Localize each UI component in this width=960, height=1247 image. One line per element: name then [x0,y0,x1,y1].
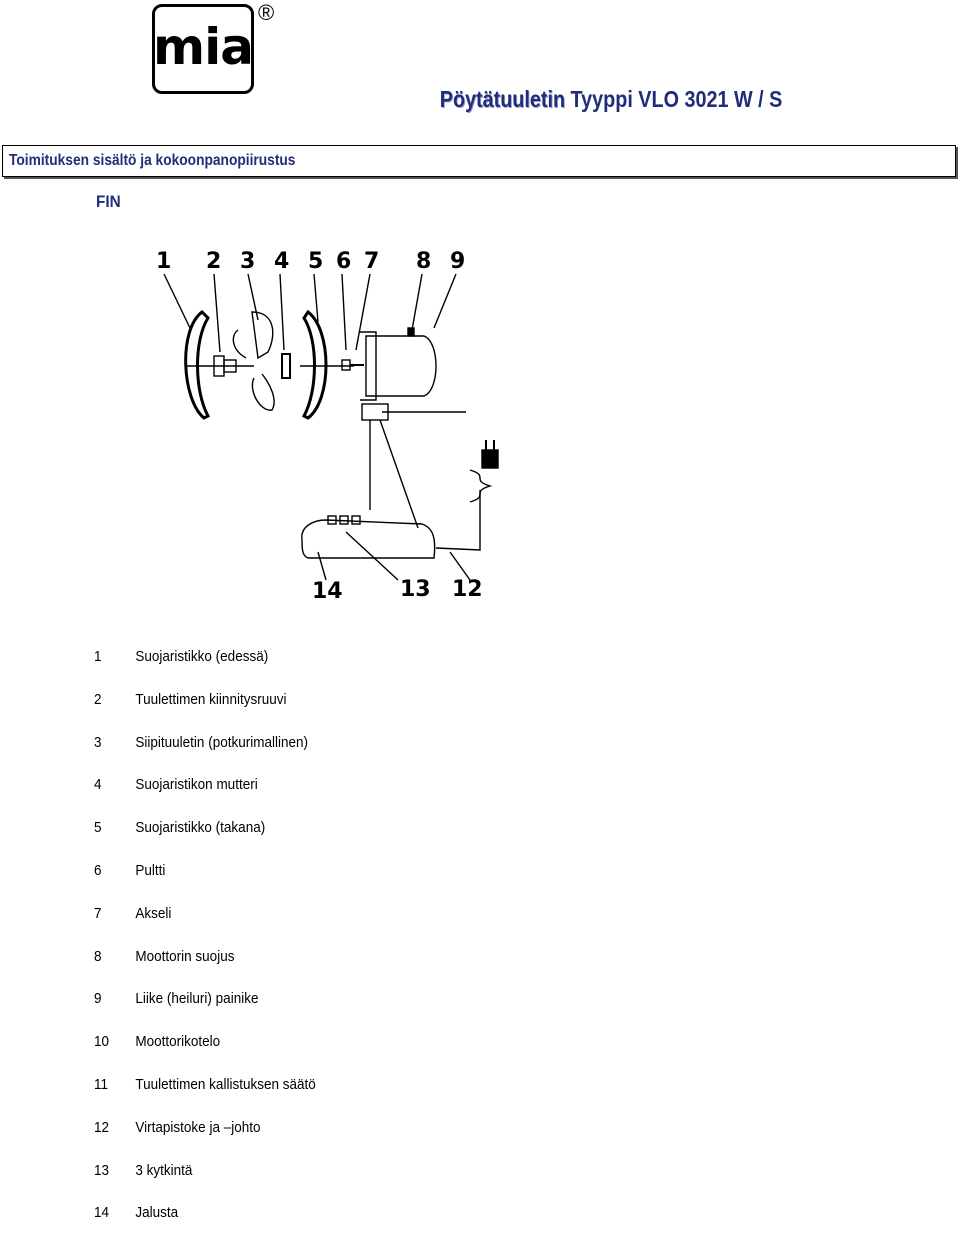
list-item [94,776,316,819]
list-item [94,1162,316,1205]
part-number: 8 [94,947,102,965]
callout-1: 1 [156,249,172,274]
part-label: Tuulettimen kiinnitysruuvi [135,690,287,708]
callout-8: 8 [416,249,432,274]
callout-14: 14 [312,579,343,604]
part-number: 2 [94,690,102,708]
part-number: 11 [94,1075,109,1093]
section-header [2,145,956,177]
part-label: Suojaristikon mutteri [135,776,258,794]
fan-exploded-parts [164,274,498,580]
part-number: 10 [94,1033,110,1051]
section-title: Toimituksen sisältö ja kokoonpanopiirustus [9,152,296,169]
callout-4: 4 [274,249,290,274]
part-label: Suojaristikko (takana) [135,819,266,837]
part-label: Tuulettimen kallistuksen säätö [135,1075,316,1093]
list-item [94,905,316,948]
callout-9: 9 [450,249,466,274]
list-item [94,862,316,905]
list-item [94,948,316,991]
part-number: 12 [94,1118,110,1136]
part-label: Moottorin suojus [135,947,235,965]
list-item [94,1033,316,1076]
part-number: 13 [94,1161,110,1179]
list-item [94,1204,316,1247]
part-label: Pultti [135,861,166,879]
part-number: 3 [94,733,102,751]
list-item [94,1076,316,1119]
language-code: FIN [96,192,121,211]
list-item [94,1119,316,1162]
part-number: 9 [94,990,102,1008]
part-number: 1 [94,648,102,665]
part-label: Virtapistoke ja –johto [135,1118,261,1136]
list-item [94,734,316,777]
part-number: 6 [94,861,102,879]
part-number: 7 [94,904,102,922]
list-item [94,990,316,1033]
product-model: Tyyppi VLO 3021 W / S [570,86,782,112]
part-number: 14 [94,1204,110,1222]
part-label: Liike (heiluri) painike [135,990,259,1008]
list-item [94,648,316,691]
callout-5: 5 [308,249,324,274]
part-number: 4 [94,776,102,794]
part-label: 3 kytkintä [135,1161,193,1179]
list-item [94,691,316,734]
part-label: Moottorikotelo [135,1033,221,1051]
product-name: Pöytätuuletin [439,86,565,112]
part-label: Akseli [135,904,172,922]
part-label: Jalusta [135,1204,179,1222]
fan-assembly-diagram [150,240,510,610]
part-number: 5 [94,819,102,837]
mia-logo [152,4,254,94]
part-label: Suojaristikko (edessä) [135,648,269,665]
callout-12: 12 [452,577,483,602]
parts-list [94,648,340,1247]
list-item [94,819,316,862]
part-label: Siipituuletin (potkurimallinen) [135,733,308,751]
callout-6: 6 [336,249,352,274]
callout-7: 7 [364,249,380,274]
page-title [439,86,782,113]
registered-mark: ® [258,0,275,25]
callout-3: 3 [240,249,256,274]
callout-13: 13 [400,577,431,602]
callout-2: 2 [206,249,222,274]
logo-text: mia [153,18,253,76]
